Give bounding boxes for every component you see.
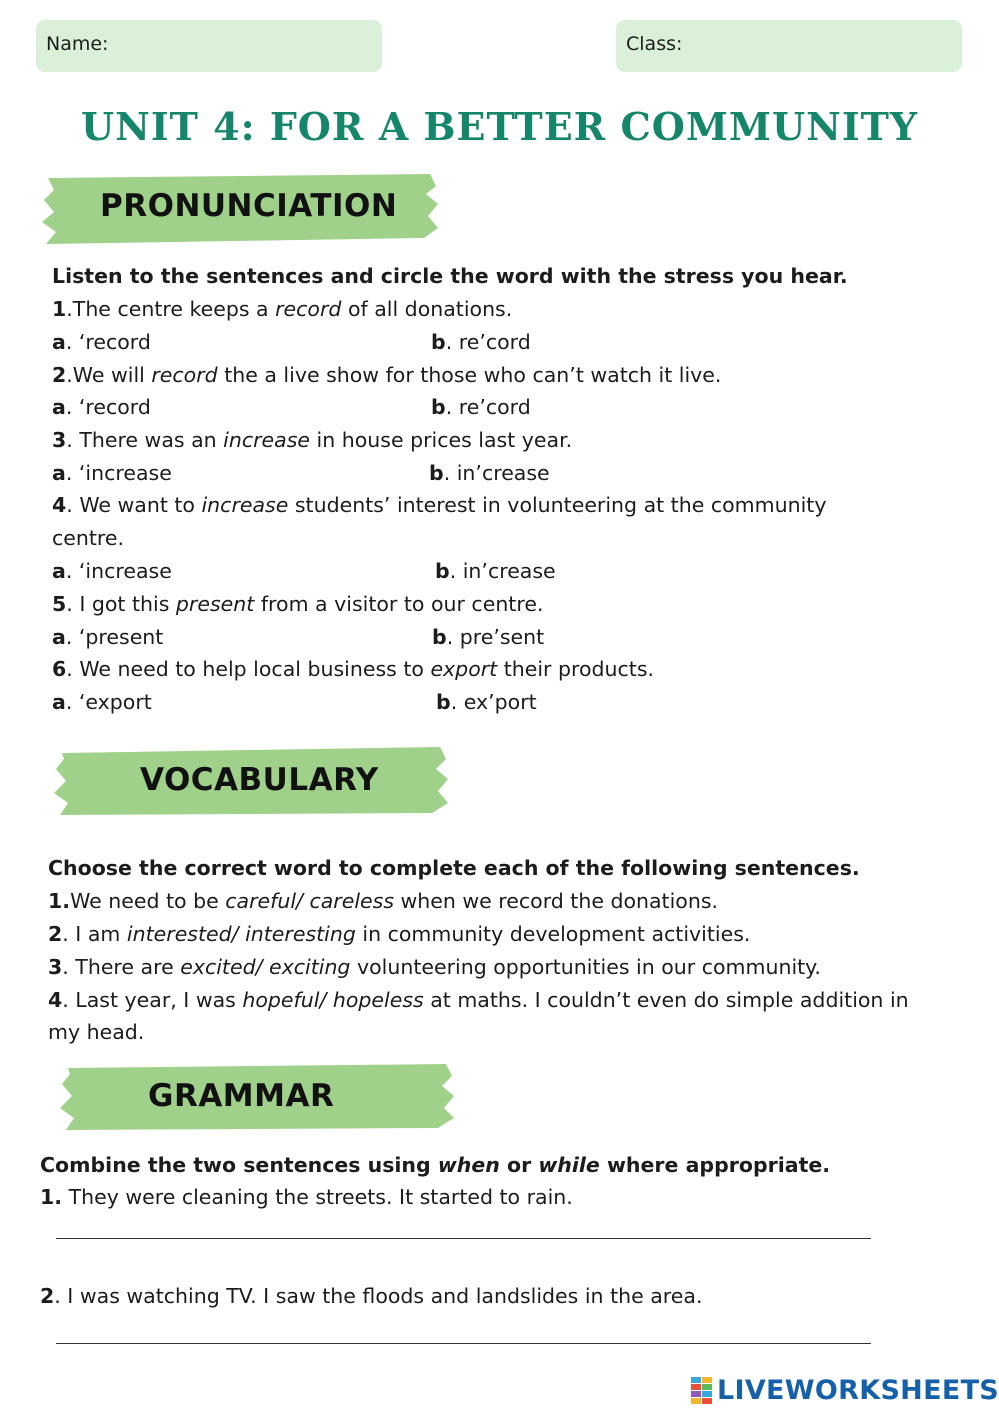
class-field[interactable] [616, 20, 962, 72]
option-1b[interactable]: b. re’cord [431, 330, 531, 354]
option-5b[interactable]: b. pre’sent [432, 625, 545, 649]
pronunciation-heading: PRONUNCIATION [100, 188, 398, 224]
pronunciation-question-4-continued: centre. [52, 526, 125, 550]
liveworksheets-logo-icon [691, 1377, 713, 1405]
pronunciation-question-2: 2.We will record the a live show for those who can’t watch it live. [52, 363, 722, 387]
grammar-instruction: Combine the two sentences using when or while where appropriate. [40, 1153, 831, 1177]
answer-line-2[interactable] [56, 1343, 871, 1344]
option-4a[interactable]: a. ‘increase [52, 559, 172, 583]
grammar-banner [58, 1062, 456, 1132]
option-6b[interactable]: b. ex’port [436, 690, 537, 714]
pronunciation-instruction: Listen to the sentences and circle the word with the stress you hear. [52, 264, 848, 288]
option-5a[interactable]: a. ‘present [52, 625, 164, 649]
vocabulary-heading: VOCABULARY [140, 762, 379, 798]
option-6a[interactable]: a. ‘export [52, 690, 152, 714]
pronunciation-banner [40, 172, 440, 246]
pronunciation-question-5: 5. I got this present from a visitor to our centre. [52, 592, 544, 616]
vocabulary-question-1: 1.We need to be careful/ careless when we record the donations. [48, 889, 719, 913]
option-2b[interactable]: b. re’cord [431, 395, 531, 419]
vocabulary-instruction: Choose the correct word to complete each of the following sentences. [48, 856, 860, 880]
pronunciation-question-3: 3. There was an increase in house prices last year. [52, 428, 573, 452]
pronunciation-question-4: 4 . We want to increase students’ interest in volunteering at the community [52, 493, 827, 517]
vocabulary-banner [52, 745, 450, 817]
grammar-question-1: 1. They were cleaning the streets. It started to rain. [40, 1185, 573, 1209]
pronunciation-question-6: 6. We need to help local business to export their products. [52, 657, 655, 681]
pronunciation-question-1: 1.The centre keeps a record of all donations. [52, 297, 513, 321]
class-label: Class: [626, 33, 683, 55]
vocabulary-question-3: 3. There are excited/ exciting volunteering opportunities in our community. [48, 955, 821, 979]
option-3b[interactable]: b. in’crease [429, 461, 550, 485]
name-field[interactable] [36, 20, 382, 72]
grammar-question-2: 2. I was watching TV. I saw the floods and landslides in the area. [40, 1284, 703, 1308]
option-1a[interactable]: a. ‘record [52, 330, 151, 354]
name-label: Name: [46, 33, 109, 55]
logo-text: LIVEWORKSHEETS [717, 1375, 999, 1406]
option-4b[interactable]: b. in’crease [435, 559, 556, 583]
option-3a[interactable]: a. ‘increase [52, 461, 172, 485]
vocabulary-question-2: 2. I am interested/ interesting in community development activities. [48, 922, 751, 946]
answer-line-1[interactable] [56, 1238, 871, 1239]
grammar-heading: GRAMMAR [148, 1078, 335, 1114]
vocabulary-question-4: 4. Last year, I was hopeful/ hopeless at maths. I couldn’t even do simple addition in [48, 988, 909, 1012]
page-title: UNIT 4: FOR A BETTER COMMUNITY [80, 104, 919, 149]
vocabulary-question-4-continued: my head. [48, 1020, 145, 1044]
option-2a[interactable]: a. ‘record [52, 395, 151, 419]
